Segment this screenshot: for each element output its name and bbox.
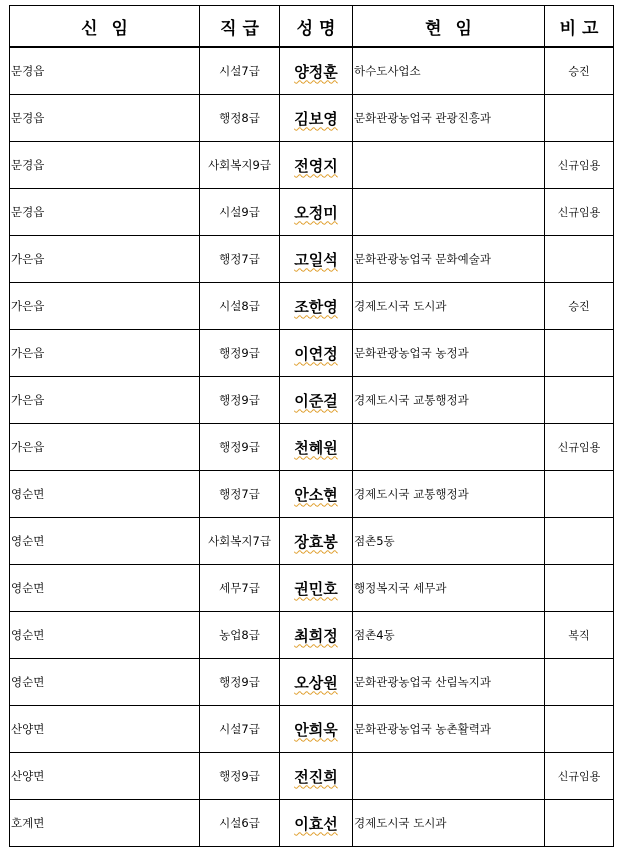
grade-cell: 행정9급 xyxy=(200,753,280,800)
table-row xyxy=(10,377,614,424)
name-cell xyxy=(280,565,353,612)
grade-cell: 사회복지7급 xyxy=(200,518,280,565)
note-cell xyxy=(545,95,614,142)
header-name: 성명 xyxy=(280,6,353,48)
current-post-cell: 문화관광농업국 산림녹지과 xyxy=(353,659,545,706)
person-name: 안소현 xyxy=(294,485,338,504)
note-cell xyxy=(545,330,614,377)
person-name: 고일석 xyxy=(294,250,338,269)
new-post-cell: 영순면 xyxy=(10,471,200,518)
new-post-cell: 산양면 xyxy=(10,706,200,753)
person-name: 이효선 xyxy=(294,814,338,833)
note-cell xyxy=(545,518,614,565)
name-cell xyxy=(280,330,353,377)
note-cell xyxy=(545,659,614,706)
grade-cell: 시설7급 xyxy=(200,706,280,753)
current-post-cell: 문화관광농업국 문화예술과 xyxy=(353,236,545,283)
person-name: 장효봉 xyxy=(294,532,338,551)
grade-cell: 행정7급 xyxy=(200,471,280,518)
grade-cell: 농업8급 xyxy=(200,612,280,659)
new-post-cell: 호계면 xyxy=(10,800,200,847)
note-cell: 승진 xyxy=(545,283,614,330)
table-body xyxy=(10,47,614,847)
grade-cell: 행정8급 xyxy=(200,95,280,142)
person-name: 최희정 xyxy=(294,626,338,645)
current-post-cell xyxy=(353,753,545,800)
current-post-cell: 경제도시국 교통행정과 xyxy=(353,377,545,424)
note-cell: 신규임용 xyxy=(545,189,614,236)
grade-cell: 시설9급 xyxy=(200,189,280,236)
table-row xyxy=(10,800,614,847)
header-row xyxy=(10,6,614,48)
note-cell xyxy=(545,377,614,424)
person-name: 이연정 xyxy=(294,344,338,363)
new-post-cell: 영순면 xyxy=(10,565,200,612)
grade-cell: 시설8급 xyxy=(200,283,280,330)
current-post-cell: 점촌4동 xyxy=(353,612,545,659)
person-name: 권민호 xyxy=(294,579,338,598)
new-post-cell: 문경읍 xyxy=(10,189,200,236)
grade-cell: 시설7급 xyxy=(200,47,280,95)
current-post-cell xyxy=(353,424,545,471)
new-post-cell: 문경읍 xyxy=(10,95,200,142)
note-cell: 복직 xyxy=(545,612,614,659)
table-row xyxy=(10,471,614,518)
current-post-cell: 하수도사업소 xyxy=(353,47,545,95)
table-row xyxy=(10,189,614,236)
new-post-cell: 가은읍 xyxy=(10,283,200,330)
grade-cell: 행정9급 xyxy=(200,659,280,706)
table-row xyxy=(10,95,614,142)
current-post-cell: 행정복지국 세무과 xyxy=(353,565,545,612)
name-cell xyxy=(280,706,353,753)
table-row xyxy=(10,659,614,706)
new-post-cell: 가은읍 xyxy=(10,330,200,377)
current-post-cell: 경제도시국 도시과 xyxy=(353,800,545,847)
table-row xyxy=(10,706,614,753)
grade-cell: 행정9급 xyxy=(200,377,280,424)
table-row xyxy=(10,283,614,330)
new-post-cell: 가은읍 xyxy=(10,377,200,424)
current-post-cell xyxy=(353,142,545,189)
person-name: 전영지 xyxy=(294,156,338,175)
table-row xyxy=(10,518,614,565)
name-cell xyxy=(280,142,353,189)
person-name: 김보영 xyxy=(294,109,338,128)
name-cell xyxy=(280,659,353,706)
person-name: 오상원 xyxy=(294,673,338,692)
table-row xyxy=(10,330,614,377)
table-row xyxy=(10,424,614,471)
name-cell xyxy=(280,283,353,330)
current-post-cell xyxy=(353,189,545,236)
personnel-appointment-table xyxy=(9,5,614,847)
name-cell xyxy=(280,753,353,800)
new-post-cell: 가은읍 xyxy=(10,424,200,471)
note-cell xyxy=(545,800,614,847)
note-cell xyxy=(545,706,614,753)
person-name: 조한영 xyxy=(294,297,338,316)
current-post-cell: 문화관광농업국 농정과 xyxy=(353,330,545,377)
header-note: 비고 xyxy=(545,6,614,48)
note-cell: 신규임용 xyxy=(545,142,614,189)
grade-cell: 행정7급 xyxy=(200,236,280,283)
current-post-cell: 문화관광농업국 관광진흥과 xyxy=(353,95,545,142)
new-post-cell: 문경읍 xyxy=(10,47,200,95)
table-row xyxy=(10,236,614,283)
table-row xyxy=(10,612,614,659)
name-cell xyxy=(280,424,353,471)
name-cell xyxy=(280,518,353,565)
grade-cell: 사회복지9급 xyxy=(200,142,280,189)
name-cell xyxy=(280,800,353,847)
note-cell xyxy=(545,471,614,518)
person-name: 양정훈 xyxy=(294,62,338,81)
table-row xyxy=(10,142,614,189)
grade-cell: 세무7급 xyxy=(200,565,280,612)
header-grade: 직급 xyxy=(200,6,280,48)
grade-cell: 행정9급 xyxy=(200,330,280,377)
current-post-cell: 경제도시국 도시과 xyxy=(353,283,545,330)
new-post-cell: 영순면 xyxy=(10,659,200,706)
grade-cell: 시설6급 xyxy=(200,800,280,847)
table-row xyxy=(10,753,614,800)
note-cell: 승진 xyxy=(545,47,614,95)
person-name: 오정미 xyxy=(294,203,338,222)
person-name: 안희욱 xyxy=(294,720,338,739)
current-post-cell: 경제도시국 교통행정과 xyxy=(353,471,545,518)
name-cell xyxy=(280,95,353,142)
new-post-cell: 문경읍 xyxy=(10,142,200,189)
name-cell xyxy=(280,236,353,283)
current-post-cell: 문화관광농업국 농촌활력과 xyxy=(353,706,545,753)
note-cell: 신규임용 xyxy=(545,424,614,471)
name-cell xyxy=(280,471,353,518)
personnel-table-sheet xyxy=(9,5,613,847)
person-name: 이준걸 xyxy=(294,391,338,410)
new-post-cell: 영순면 xyxy=(10,518,200,565)
person-name: 전진희 xyxy=(294,767,338,786)
name-cell xyxy=(280,47,353,95)
person-name: 천혜원 xyxy=(294,438,338,457)
note-cell xyxy=(545,565,614,612)
note-cell xyxy=(545,236,614,283)
header-new-post: 신임 xyxy=(10,6,200,48)
name-cell xyxy=(280,377,353,424)
table-row xyxy=(10,47,614,95)
new-post-cell: 산양면 xyxy=(10,753,200,800)
new-post-cell: 가은읍 xyxy=(10,236,200,283)
name-cell xyxy=(280,189,353,236)
header-current-post: 현임 xyxy=(353,6,545,48)
grade-cell: 행정9급 xyxy=(200,424,280,471)
note-cell: 신규임용 xyxy=(545,753,614,800)
name-cell xyxy=(280,612,353,659)
table-row xyxy=(10,565,614,612)
new-post-cell: 영순면 xyxy=(10,612,200,659)
current-post-cell: 점촌5동 xyxy=(353,518,545,565)
